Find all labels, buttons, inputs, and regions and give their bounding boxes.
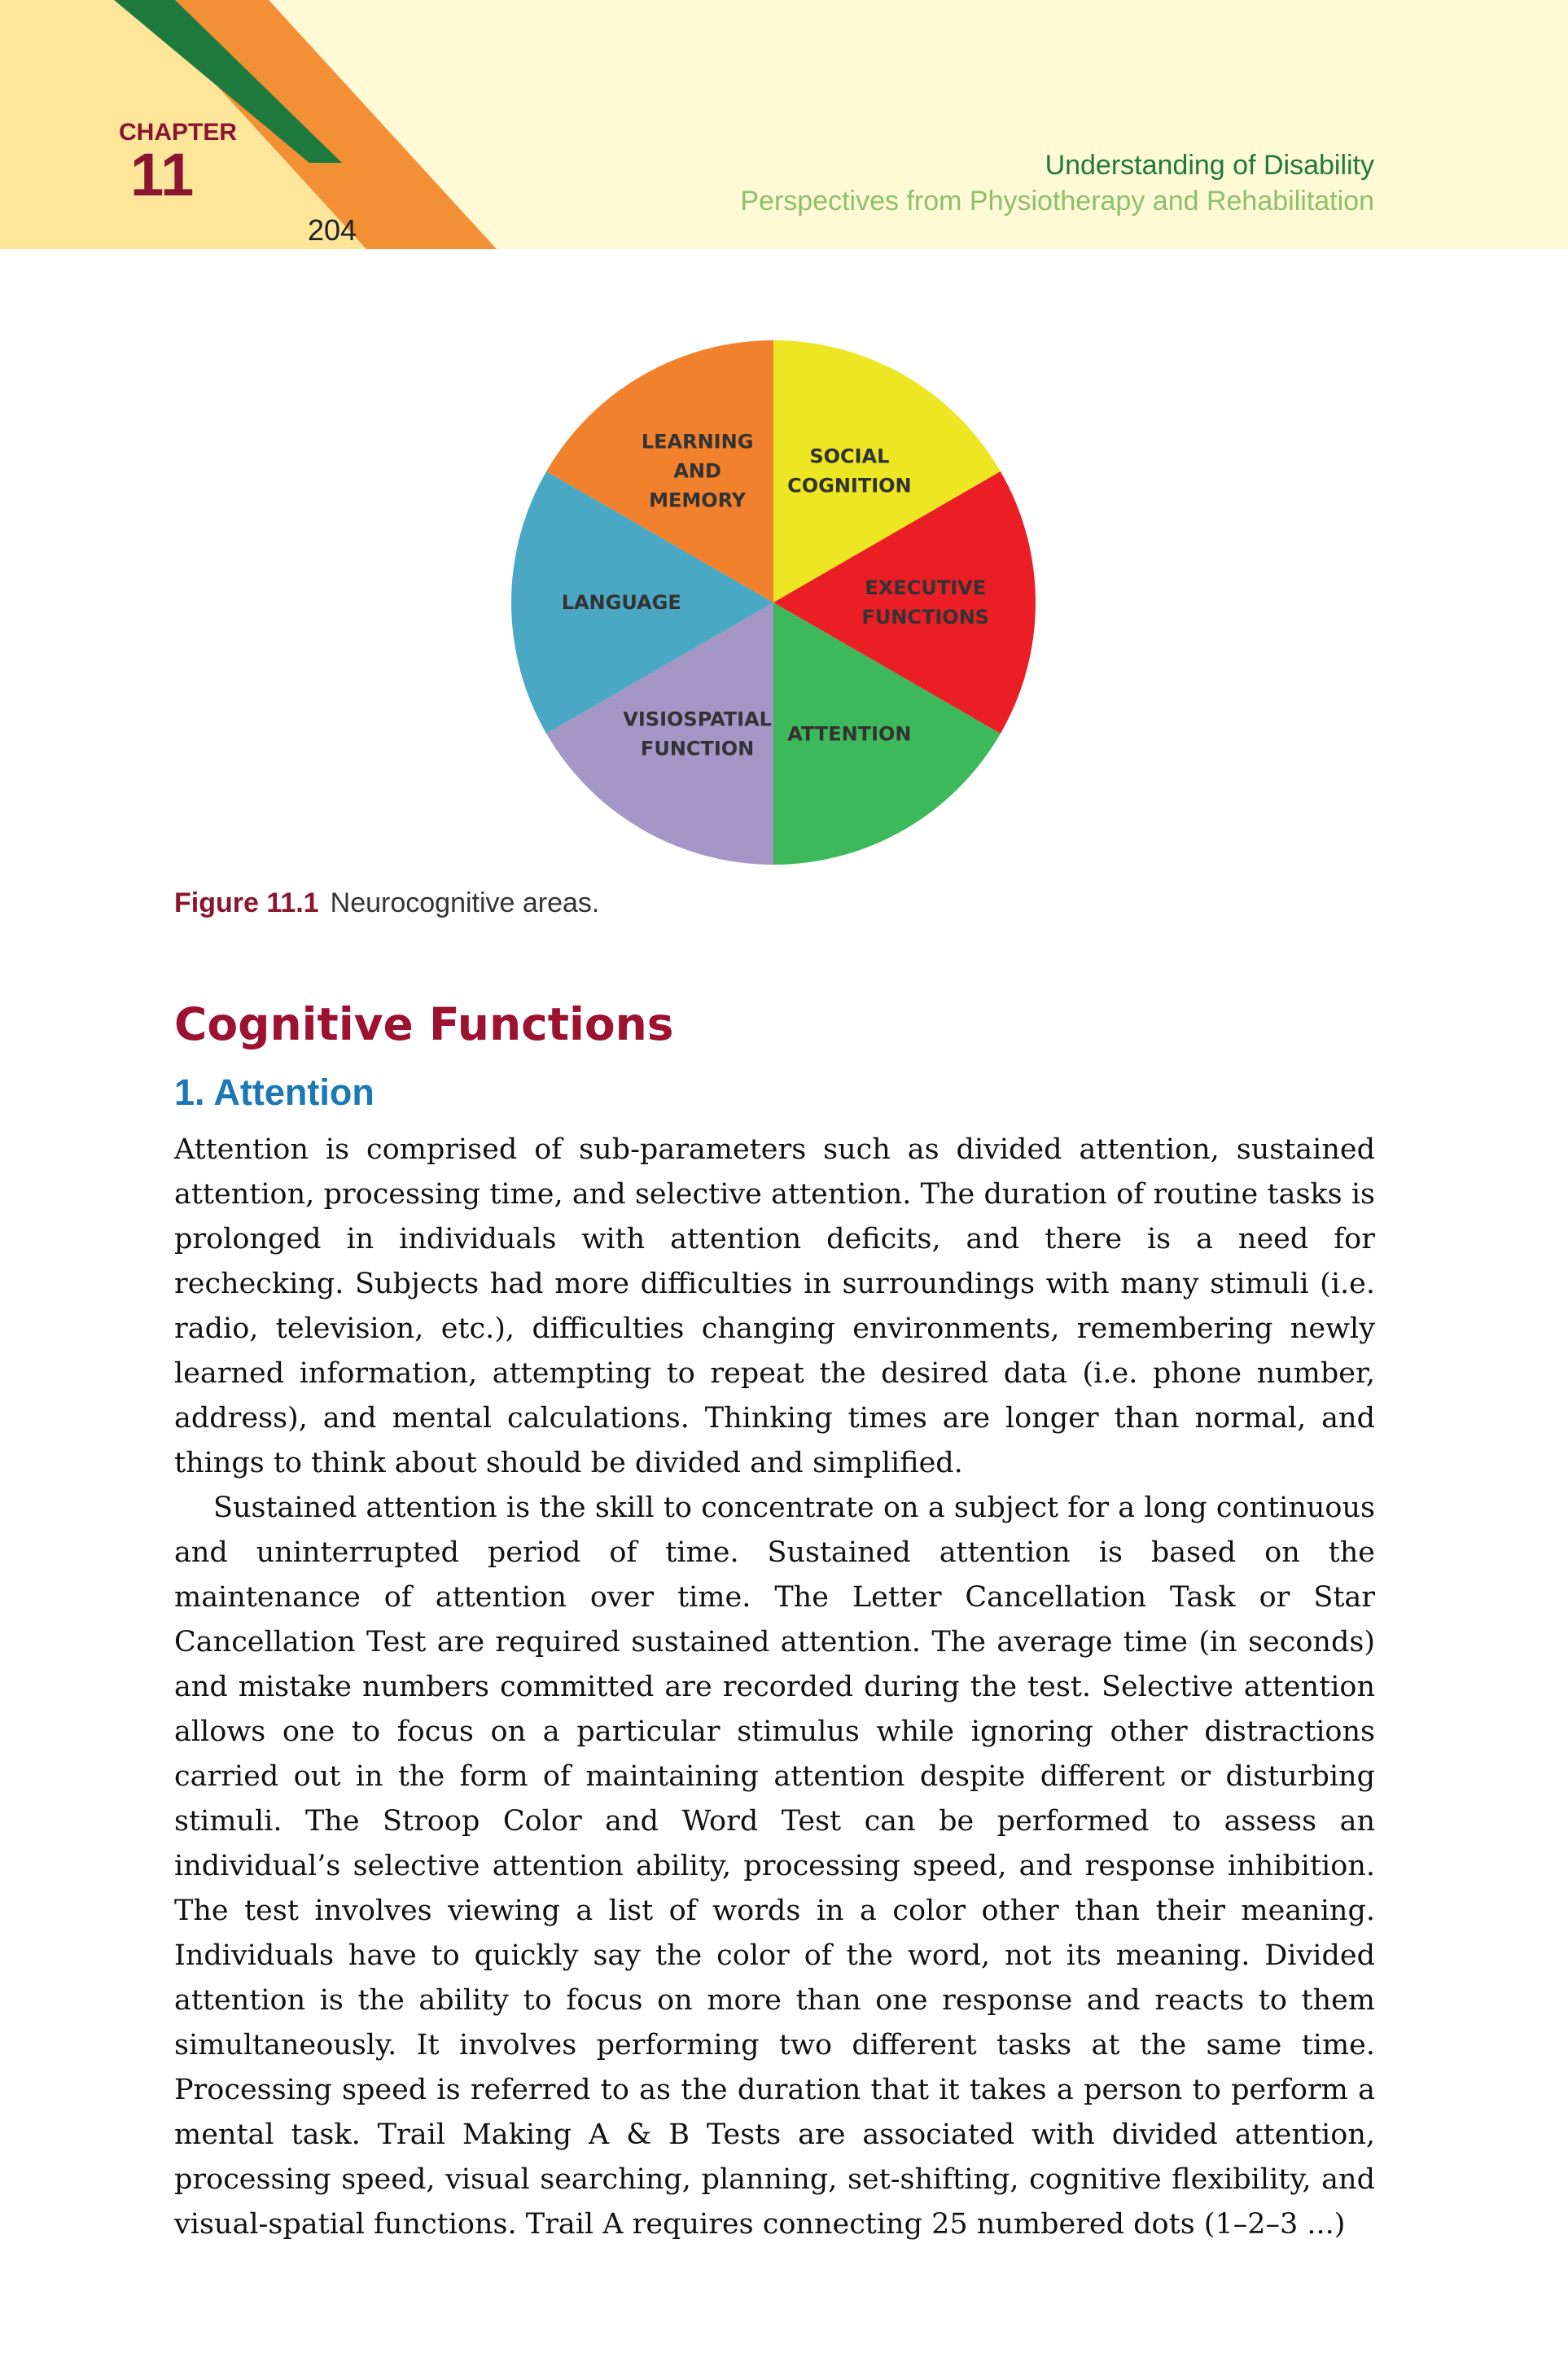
pie-slice-label: VISIOSPATIAL FUNCTION (623, 708, 772, 760)
chapter-label: CHAPTER (119, 119, 238, 146)
pie-slice-label: ATTENTION (787, 722, 912, 746)
paragraph-1: Attention is comprised of sub-parameters such as divided attention, sustained attention, processing time, and selective attention. The duration of routine tasks is prolonged in individuals with attention deficits, and there is a need for rechecking. Subjects had more difficulties in surroundings with many stimuli (i.e. radio, television, etc.), difficulties changing environments, remembering newly learned information, attempting to repeat the desired data (i.e. phone number, address), and mental calculations. Thinking times are longer than normal, and things to think about should be divided and simplified. (174, 1133, 1375, 1479)
body-text (174, 1128, 1375, 2247)
section-heading: Cognitive Functions (174, 998, 674, 1050)
paragraph-2: Sustained attention is the skill to concentrate on a subject for a long continuous and uninterrupted period of time. Sustained attention is based on the maintenance of attention over time. The Letter Cancellation Task or Star Cancellation Test are required sustained attention. The average time (in seconds) and mistake numbers committed are recorded during the test. Selective attention allows one to focus on a particular stimulus while ignoring other distractions carried out in the form of maintaining attention despite different or disturbing stimuli. The Stroop Color and Word Test can be performed to assess an individual’s selective attention ability, processing speed, and response inhibition. The test involves viewing a list of words in a color other than their meaning. Individuals have to quickly say the color of the word, not its meaning. Divided attention is the ability to focus on more than one response and reacts to them simultaneously. It involves performing two different tasks at the same time. Processing speed is referred to as the duration that it takes a person to perform a mental task. Trail Making A & B Tests are associated with divided attention, processing speed, visual searching, planning, set-shifting, cognitive flexibility, and visual-spatial functions. Trail A requires connecting 25 numbered dots (1–2–3 ...) (174, 1492, 1375, 2241)
book-title: Understanding of Disability (1045, 150, 1374, 181)
pie-slice-label: LANGUAGE (561, 591, 681, 614)
pie-slice-label: LEARNING AND MEMORY (641, 430, 754, 512)
page-number: 204 (308, 213, 357, 247)
chapter-number: 11 (130, 141, 195, 208)
figure-number: Figure 11.1 (174, 887, 319, 918)
sub-heading: 1. Attention (174, 1071, 374, 1113)
page-header (0, 0, 1568, 249)
book-subtitle: Perspectives from Physiotherapy and Rehabilitation (740, 186, 1374, 217)
figure-caption-text: Neurocognitive areas. (330, 887, 600, 918)
pie-slice-label: EXECUTIVE FUNCTIONS (861, 576, 990, 629)
figure-caption (174, 887, 599, 919)
pie-slice-label: SOCIAL COGNITION (787, 445, 912, 497)
neurocognitive-pie-chart (505, 334, 1050, 871)
